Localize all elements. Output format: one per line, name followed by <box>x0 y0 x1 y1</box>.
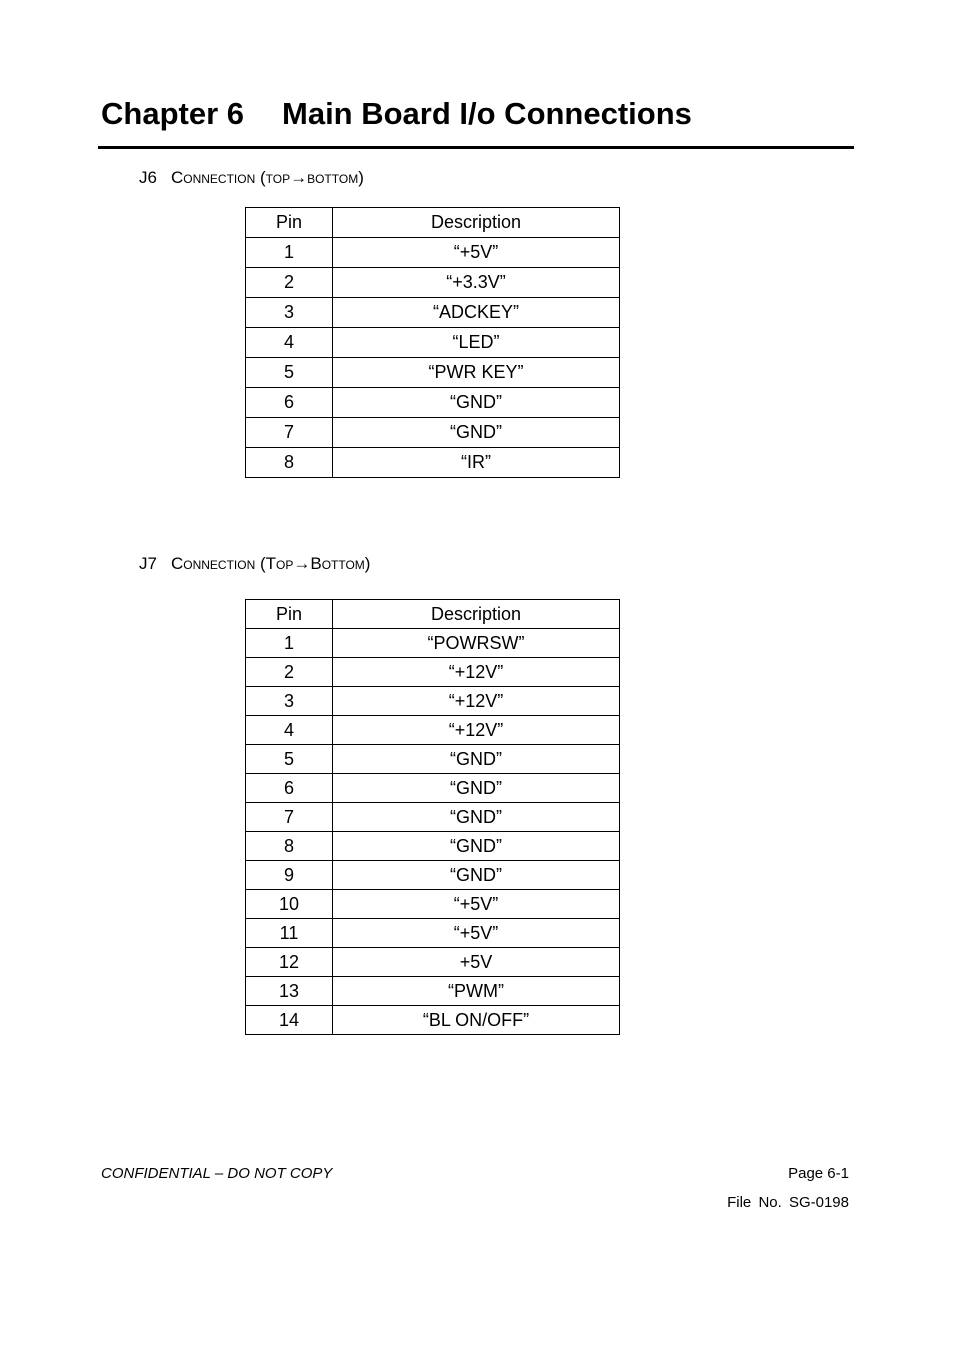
table-row <box>246 238 620 268</box>
table-row <box>246 358 620 388</box>
description-cell: +5V <box>333 948 620 977</box>
pin-cell: 3 <box>246 687 333 716</box>
pin-cell: 11 <box>246 919 333 948</box>
column-header-pin: Pin <box>246 600 333 629</box>
table-header-row <box>246 600 620 629</box>
chapter-number: Chapter 6 <box>101 96 244 131</box>
j7-heading <box>139 554 370 574</box>
title-rule <box>98 146 854 149</box>
table-row <box>246 388 620 418</box>
page-number: Page 6-1 <box>788 1165 849 1182</box>
table-row <box>246 658 620 687</box>
description-cell: “LED” <box>333 328 620 358</box>
description-cell: “+5V” <box>333 890 620 919</box>
pin-cell: 1 <box>246 629 333 658</box>
j7-label: J7 <box>139 554 157 573</box>
table-row <box>246 832 620 861</box>
pin-cell: 14 <box>246 1006 333 1035</box>
column-header-description: Description <box>333 600 620 629</box>
table-row <box>246 268 620 298</box>
pin-cell: 2 <box>246 658 333 687</box>
table-row <box>246 716 620 745</box>
table-row <box>246 298 620 328</box>
description-cell: “GND” <box>333 832 620 861</box>
j7-pin-table <box>245 599 620 1035</box>
description-cell: “+12V” <box>333 658 620 687</box>
table-row <box>246 919 620 948</box>
pin-cell: 7 <box>246 803 333 832</box>
j6-heading-text: Connection (top→bottom) <box>170 168 364 187</box>
description-cell: “GND” <box>333 388 620 418</box>
table-row <box>246 803 620 832</box>
chapter-title <box>101 96 692 132</box>
table-row <box>246 977 620 1006</box>
description-cell: “+12V” <box>333 687 620 716</box>
description-cell: “IR” <box>333 448 620 478</box>
description-cell: “+5V” <box>333 919 620 948</box>
description-cell: “POWRSW” <box>333 629 620 658</box>
description-cell: “GND” <box>333 745 620 774</box>
table-row <box>246 745 620 774</box>
table-row <box>246 774 620 803</box>
description-cell: “BL ON/OFF” <box>333 1006 620 1035</box>
table-row <box>246 448 620 478</box>
pin-cell: 13 <box>246 977 333 1006</box>
j6-label: J6 <box>139 168 157 187</box>
description-cell: “GND” <box>333 418 620 448</box>
pin-cell: 4 <box>246 716 333 745</box>
table-row <box>246 629 620 658</box>
table-row <box>246 418 620 448</box>
table-row <box>246 890 620 919</box>
chapter-name: Main Board I/o Connections <box>282 96 692 131</box>
pin-cell: 9 <box>246 861 333 890</box>
pin-cell: 5 <box>246 358 333 388</box>
description-cell: “GND” <box>333 803 620 832</box>
description-cell: “+3.3V” <box>333 268 620 298</box>
pin-cell: 10 <box>246 890 333 919</box>
pin-cell: 8 <box>246 832 333 861</box>
pin-cell: 12 <box>246 948 333 977</box>
pin-cell: 3 <box>246 298 333 328</box>
pin-cell: 8 <box>246 448 333 478</box>
description-cell: “+12V” <box>333 716 620 745</box>
file-number: File No. SG-0198 <box>727 1194 849 1211</box>
j6-pin-table <box>245 207 620 478</box>
column-header-pin: Pin <box>246 208 333 238</box>
pin-cell: 7 <box>246 418 333 448</box>
j6-heading <box>139 168 364 188</box>
description-cell: “GND” <box>333 861 620 890</box>
table-row <box>246 948 620 977</box>
table-row <box>246 687 620 716</box>
description-cell: “GND” <box>333 774 620 803</box>
pin-cell: 2 <box>246 268 333 298</box>
pin-cell: 1 <box>246 238 333 268</box>
table-row <box>246 328 620 358</box>
column-header-description: Description <box>333 208 620 238</box>
description-cell: “+5V” <box>333 238 620 268</box>
table-row <box>246 1006 620 1035</box>
description-cell: “ADCKEY” <box>333 298 620 328</box>
description-cell: “PWM” <box>333 977 620 1006</box>
pin-cell: 4 <box>246 328 333 358</box>
description-cell: “PWR KEY” <box>333 358 620 388</box>
table-header-row <box>246 208 620 238</box>
j7-heading-text: Connection (Top→Bottom) <box>170 554 371 573</box>
pin-cell: 5 <box>246 745 333 774</box>
table-row <box>246 861 620 890</box>
pin-cell: 6 <box>246 774 333 803</box>
confidential-notice: CONFIDENTIAL – DO NOT COPY <box>101 1165 333 1182</box>
pin-cell: 6 <box>246 388 333 418</box>
